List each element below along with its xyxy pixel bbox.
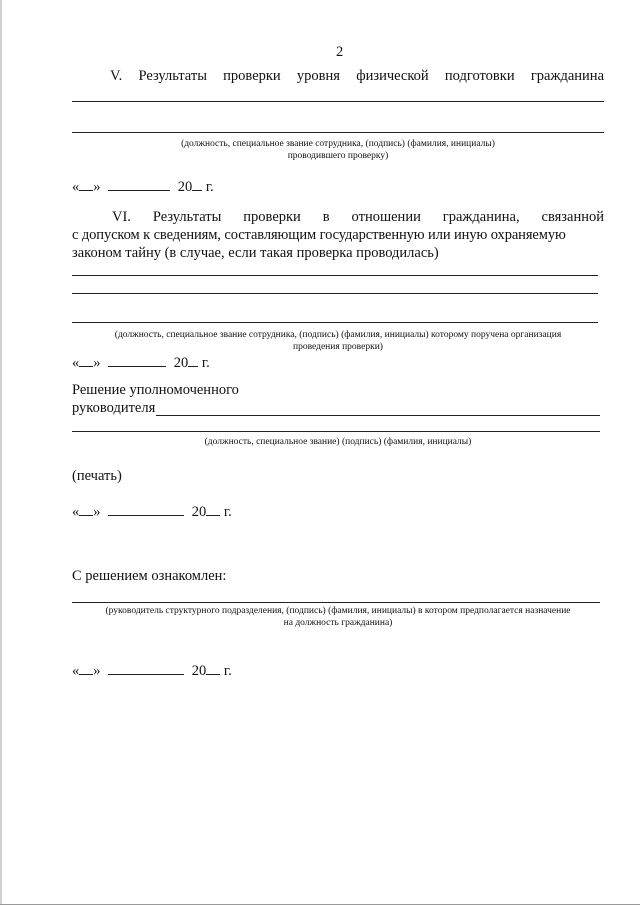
month-blank bbox=[108, 176, 170, 191]
heading-word: проверки bbox=[223, 68, 281, 84]
year-blank bbox=[188, 352, 198, 367]
heading-word: уровня bbox=[296, 68, 340, 84]
section-6-text: законом тайну (в случае, если такая проверка проводилась) bbox=[72, 245, 439, 261]
page-fold-shadow bbox=[0, 0, 2, 905]
caption-line: проведения проверки) bbox=[293, 342, 383, 352]
day-blank bbox=[79, 660, 93, 675]
month-blank bbox=[108, 352, 166, 367]
signature-line bbox=[156, 415, 600, 416]
date-field: « » 20 г. bbox=[72, 176, 214, 196]
date-field: « » 20 г. bbox=[72, 660, 232, 680]
caption-line: (руководитель структурного подразделения, (подпись) (фамилия, инициалы) в котором предполагается назначение bbox=[105, 606, 571, 616]
day-blank bbox=[79, 352, 93, 367]
month-blank bbox=[108, 660, 184, 675]
heading-word: V. Результаты bbox=[110, 68, 207, 84]
acknowledged-label: С решением ознакомлен: bbox=[72, 568, 227, 584]
heading-word: физической bbox=[356, 68, 429, 84]
year-blank bbox=[206, 660, 220, 675]
result-line bbox=[72, 275, 598, 276]
caption-line: (должность, специальное звание сотрудника, (подпись) (фамилия, инициалы) bbox=[181, 139, 495, 149]
signature-line bbox=[72, 322, 598, 323]
caption-line: на должность гражданина) bbox=[283, 618, 393, 628]
year-blank bbox=[192, 176, 202, 191]
result-line bbox=[72, 101, 604, 102]
signature-line bbox=[72, 431, 600, 432]
section-6-text: с допуском к сведениям, составляющим государственную или иную охраняемую bbox=[72, 227, 566, 243]
heading-word: гражданина bbox=[530, 68, 605, 84]
day-blank bbox=[79, 176, 93, 191]
result-line bbox=[72, 293, 598, 294]
year-blank bbox=[206, 501, 220, 516]
page-number: 2 bbox=[336, 44, 344, 60]
caption-line: (должность, специальное звание) (подпись) (фамилия, инициалы) bbox=[204, 437, 472, 447]
signature-line bbox=[72, 602, 600, 603]
stamp-label: (печать) bbox=[72, 468, 122, 484]
date-field: « » 20 г. bbox=[72, 501, 232, 521]
section-5-heading bbox=[110, 68, 604, 85]
signature-line bbox=[72, 132, 604, 133]
month-blank bbox=[108, 501, 184, 516]
caption-line: проводившего проверку) bbox=[287, 151, 389, 161]
decision-label: руководителя bbox=[72, 400, 156, 416]
section-6-heading: VI. Результаты проверки в отношении гражданина, связанной bbox=[112, 209, 604, 225]
day-blank bbox=[79, 501, 93, 516]
caption-line: (должность, специальное звание сотрудника, (подпись) (фамилия, инициалы) которому поручена организация bbox=[114, 330, 562, 340]
decision-label: Решение уполномоченного bbox=[72, 382, 239, 398]
heading-word: подготовки bbox=[444, 68, 515, 84]
date-field: « » 20 г. bbox=[72, 352, 210, 372]
